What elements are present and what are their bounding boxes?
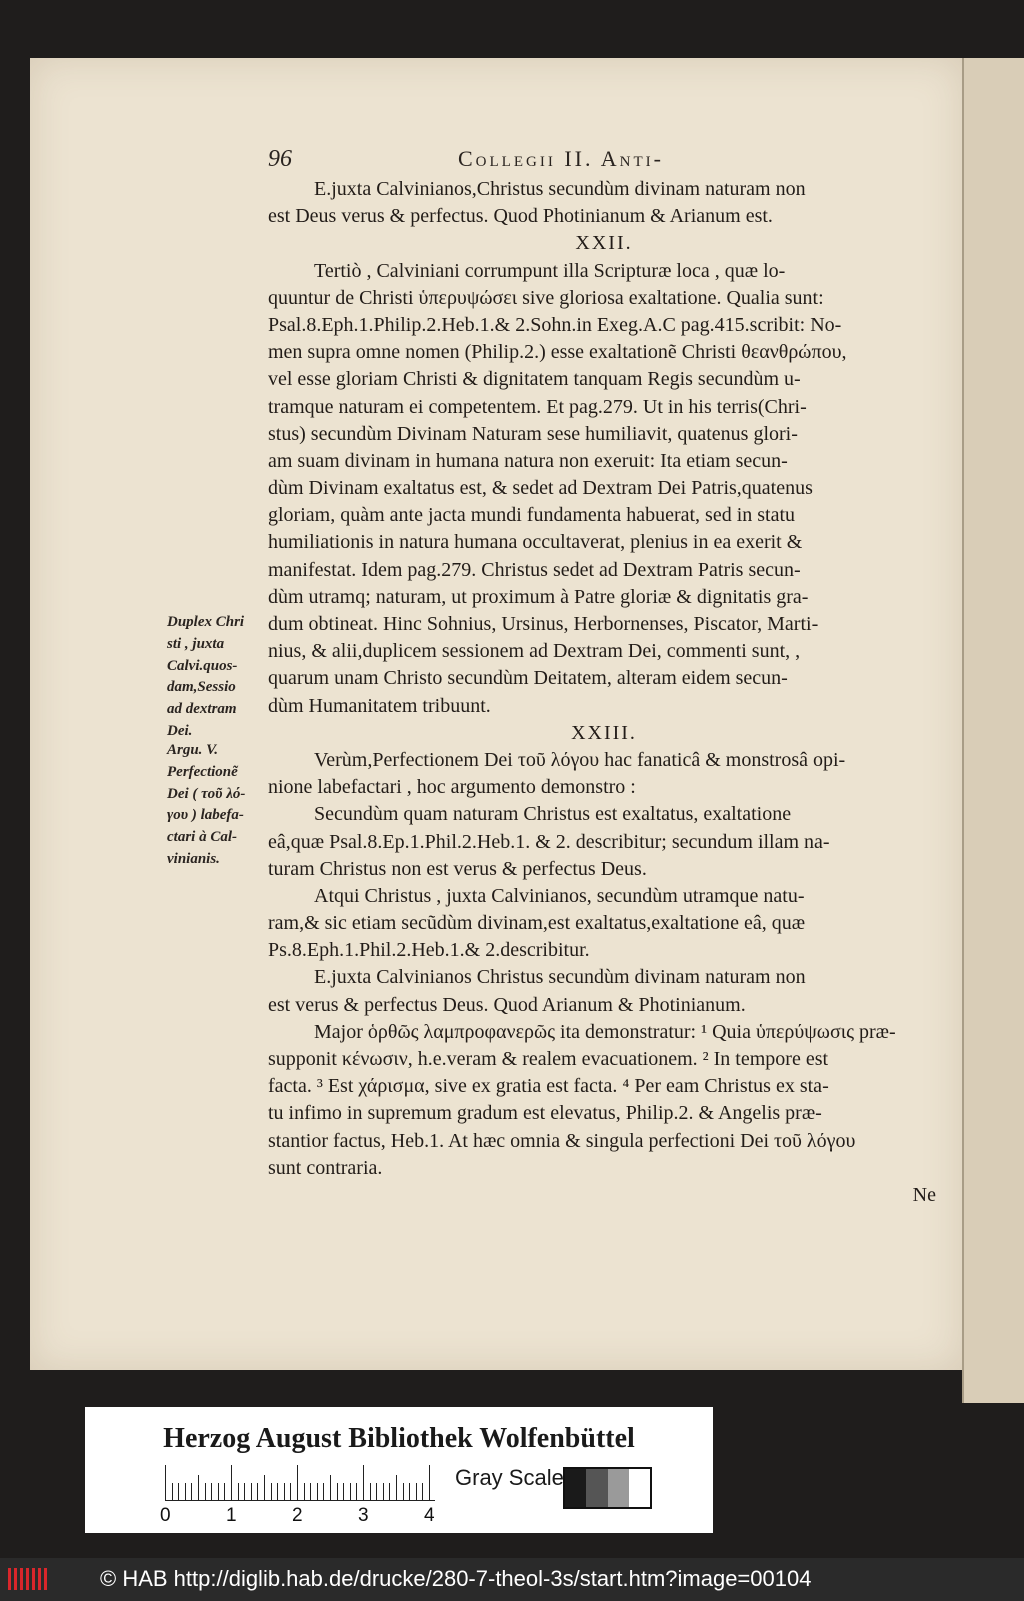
ruler-tick — [343, 1483, 344, 1501]
text-line: Ps.8.Eph.1.Phil.2.Heb.1.& 2.describitur. — [268, 939, 590, 962]
ruler-tick — [178, 1483, 179, 1501]
ruler-tick — [337, 1483, 338, 1501]
text-line: humiliationis in natura humana occultaverat, plenius in ea exerit & — [268, 531, 803, 554]
footer-url-text: © HAB http://diglib.hab.de/drucke/280-7-theol-3s/start.htm?image=00104 — [100, 1566, 812, 1591]
ruler-tick — [290, 1483, 291, 1501]
ruler-number: 2 — [292, 1505, 303, 1526]
ruler-tick — [403, 1483, 404, 1501]
ruler-tick — [363, 1465, 364, 1501]
margin-note-duplex-sessio — [167, 612, 267, 743]
text-line: Major ὁρθῶς λαμπροφανερῶς ita demonstratur: ¹ Quia ὑπερύψωσις præ- — [314, 1020, 896, 1043]
text-line: supponit κένωσιν, h.e.veram & realem evacuationem. ² In tempore est — [268, 1048, 829, 1070]
text-line: quarum unam Christo secundùm Deitatem, alteram eidem secun- — [268, 667, 788, 690]
margin-note-line: sti , juxta — [167, 635, 225, 652]
text-line: men supra omne nomen (Philip.2.) esse exaltationẽ Christi θεανθρώπου, — [268, 341, 847, 364]
margin-note-line: dam,Sessio — [167, 679, 236, 696]
page-number: 96 — [268, 146, 292, 172]
text-line: dum obtineat. Hinc Sohnius, Ursinus, Herbornenses, Piscator, Marti- — [268, 613, 819, 635]
text-line: est Deus verus & perfectus. Quod Photinianum & Arianum est. — [268, 205, 773, 228]
ruler-tick — [185, 1483, 186, 1501]
text-line: dùm utramq; naturam, ut proximum à Patre gloriæ & dignitatis gra- — [268, 585, 809, 608]
ruler-tick — [409, 1483, 410, 1501]
ruler-tick — [297, 1465, 298, 1501]
margin-note-line: γου ) labefa- — [167, 807, 244, 824]
section-heading: XXIII. — [571, 721, 637, 744]
ruler-tick — [218, 1483, 219, 1501]
margin-note-argument-v — [167, 740, 267, 871]
text-line: sunt contraria. — [268, 1156, 383, 1179]
ruler-tick — [350, 1483, 351, 1501]
text-line: Psal.8.Eph.1.Philip.2.Heb.1.& 2.Sohn.in Exeg.A.C pag.415.scribit: No- — [268, 313, 842, 336]
ruler-tick — [271, 1483, 272, 1501]
running-title: Collegii II. Anti- — [458, 146, 664, 171]
ruler-tick — [264, 1475, 265, 1501]
ruler-tick — [304, 1483, 305, 1501]
ruler-tick — [416, 1483, 417, 1501]
margin-note-line: ctari à Cal- — [167, 829, 237, 846]
text-line: Tertiò , Calviniani corrumpunt illa Scripturæ loca , quæ lo- — [314, 259, 786, 282]
text-line: Atqui Christus , juxta Calvinianos, secundùm utramque natu- — [314, 884, 805, 907]
margin-note-line: Perfectionẽ — [167, 763, 238, 780]
ruler-tick — [224, 1483, 225, 1501]
library-color-card — [85, 1407, 713, 1533]
margin-note-line: Dei. — [167, 722, 193, 739]
ruler-tick — [198, 1475, 199, 1501]
ruler-tick — [284, 1483, 285, 1501]
text-line: manifestat. Idem pag.279. Christus sedet ad Dextram Patris secun- — [268, 558, 801, 581]
text-line: dùm Humanitatem tribuunt. — [268, 694, 491, 717]
gray-swatch — [608, 1469, 629, 1507]
margin-note-line: Calvi.quos- — [167, 657, 238, 674]
ruler-tick — [244, 1483, 245, 1501]
book-page — [30, 58, 962, 1370]
footer-bar — [0, 1558, 1024, 1601]
text-line: eâ,quæ Psal.8.Ep.1.Phil.2.Heb.1. & 2. describitur; secundum illam na- — [268, 830, 830, 853]
ruler-tick — [330, 1475, 331, 1501]
next-page-edge — [962, 58, 1024, 1403]
ruler-tick — [251, 1483, 252, 1501]
ruler-tick — [370, 1483, 371, 1501]
running-head — [268, 146, 928, 176]
ruler-tick — [191, 1483, 192, 1501]
margin-note-line: Duplex Chri — [167, 614, 245, 630]
text-line: am suam divinam in humana natura non exeruit: Ita etiam secun- — [268, 449, 788, 472]
margin-note-line: Dei ( τοῦ λό- — [167, 785, 246, 802]
ruler-number: 3 — [358, 1505, 369, 1526]
text-line: quuntur de Christi ὑπερυψώσει sive gloriosa exaltatione. Qualia sunt: — [268, 286, 824, 309]
margin-note-line: Argu. V. — [167, 742, 219, 758]
text-line: tramque naturam ei competentem. Et pag.279. Ut in his terris(Chri- — [268, 395, 807, 418]
ruler-tick — [376, 1483, 377, 1501]
text-line: turam Christus non est verus & perfectus Deus. — [268, 857, 647, 880]
ruler-tick — [211, 1483, 212, 1501]
hab-logo-icon — [8, 1566, 48, 1592]
ruler-number: 1 — [226, 1505, 237, 1526]
gray-swatch — [586, 1469, 607, 1507]
text-line: est verus & perfectus Deus. Quod Arianum & Photinianum. — [268, 993, 746, 1016]
text-line: ram,& sic etiam secũdùm divinam,est exaltatus,exaltatione eâ, quæ — [268, 912, 806, 935]
margin-note-line: vinianis. — [167, 850, 220, 867]
ruler-tick — [317, 1483, 318, 1501]
gray-scale-swatches — [563, 1467, 652, 1509]
gray-swatch — [565, 1469, 586, 1507]
text-line: Verùm,Perfectionem Dei τοῦ λόγου hac fanaticâ & monstrosâ opi- — [314, 748, 846, 771]
ruler-tick — [231, 1465, 232, 1501]
main-text — [268, 176, 940, 1209]
text-line: tu infimo in supremum gradum est elevatus, Philip.2. & Angelis præ- — [268, 1102, 822, 1125]
ruler-tick — [429, 1465, 430, 1501]
text-line: vel esse gloriam Christi & dignitatem tanquam Regis secundùm u- — [268, 368, 801, 391]
text-line: stus) secundùm Divinam Naturam sese humiliavit, quatenus glori- — [268, 422, 798, 445]
scale-ruler — [160, 1465, 435, 1526]
text-line: E.juxta Calvinianos Christus secundùm divinam naturam non — [314, 966, 806, 989]
text-line: E.juxta Calvinianos,Christus secundùm divinam naturam non — [314, 178, 806, 200]
margin-note-line: ad dextram — [167, 701, 237, 718]
text-line: Secundùm quam naturam Christus est exaltatus, exaltatione — [314, 803, 792, 826]
ruler-tick — [205, 1483, 206, 1501]
text-line: dùm Divinam exaltatus est, & sedet ad Dextram Dei Patris,quatenus — [268, 477, 813, 500]
section-heading: XXII. — [575, 232, 633, 255]
ruler-tick — [257, 1483, 258, 1501]
ruler-tick — [172, 1483, 173, 1501]
text-line: stantior factus, Heb.1. At hæc omnia & singula perfectioni Dei τοῦ λόγου — [268, 1129, 856, 1152]
ruler-number: 4 — [424, 1505, 435, 1526]
library-name: Herzog August Bibliothek Wolfenbüttel — [163, 1423, 635, 1454]
gray-swatch — [629, 1469, 650, 1507]
catchword: Ne — [912, 1183, 936, 1206]
text-line: facta. ³ Est χάρισμα, sive ex gratia est facta. ⁴ Per eam Christus ex sta- — [268, 1075, 829, 1098]
text-line: nius, & alii,duplicem sessionem ad Dextram Dei, commenti sunt, , — [268, 640, 801, 663]
ruler-tick — [356, 1483, 357, 1501]
gray-scale-label: Gray Scale — [455, 1465, 564, 1490]
ruler-tick — [238, 1483, 239, 1501]
ruler-tick — [165, 1465, 166, 1501]
ruler-number: 0 — [160, 1505, 171, 1526]
ruler-tick — [310, 1483, 311, 1501]
ruler-tick — [383, 1483, 384, 1501]
ruler-tick — [389, 1483, 390, 1501]
ruler-tick — [396, 1475, 397, 1501]
ruler-tick — [422, 1483, 423, 1501]
ruler-tick — [323, 1483, 324, 1501]
ruler-tick — [277, 1483, 278, 1501]
text-line: gloriam, quàm ante jacta mundi fundamenta habuerat, sed in statu — [268, 504, 796, 527]
text-line: nione labefactari , hoc argumento demonstro : — [268, 776, 636, 799]
